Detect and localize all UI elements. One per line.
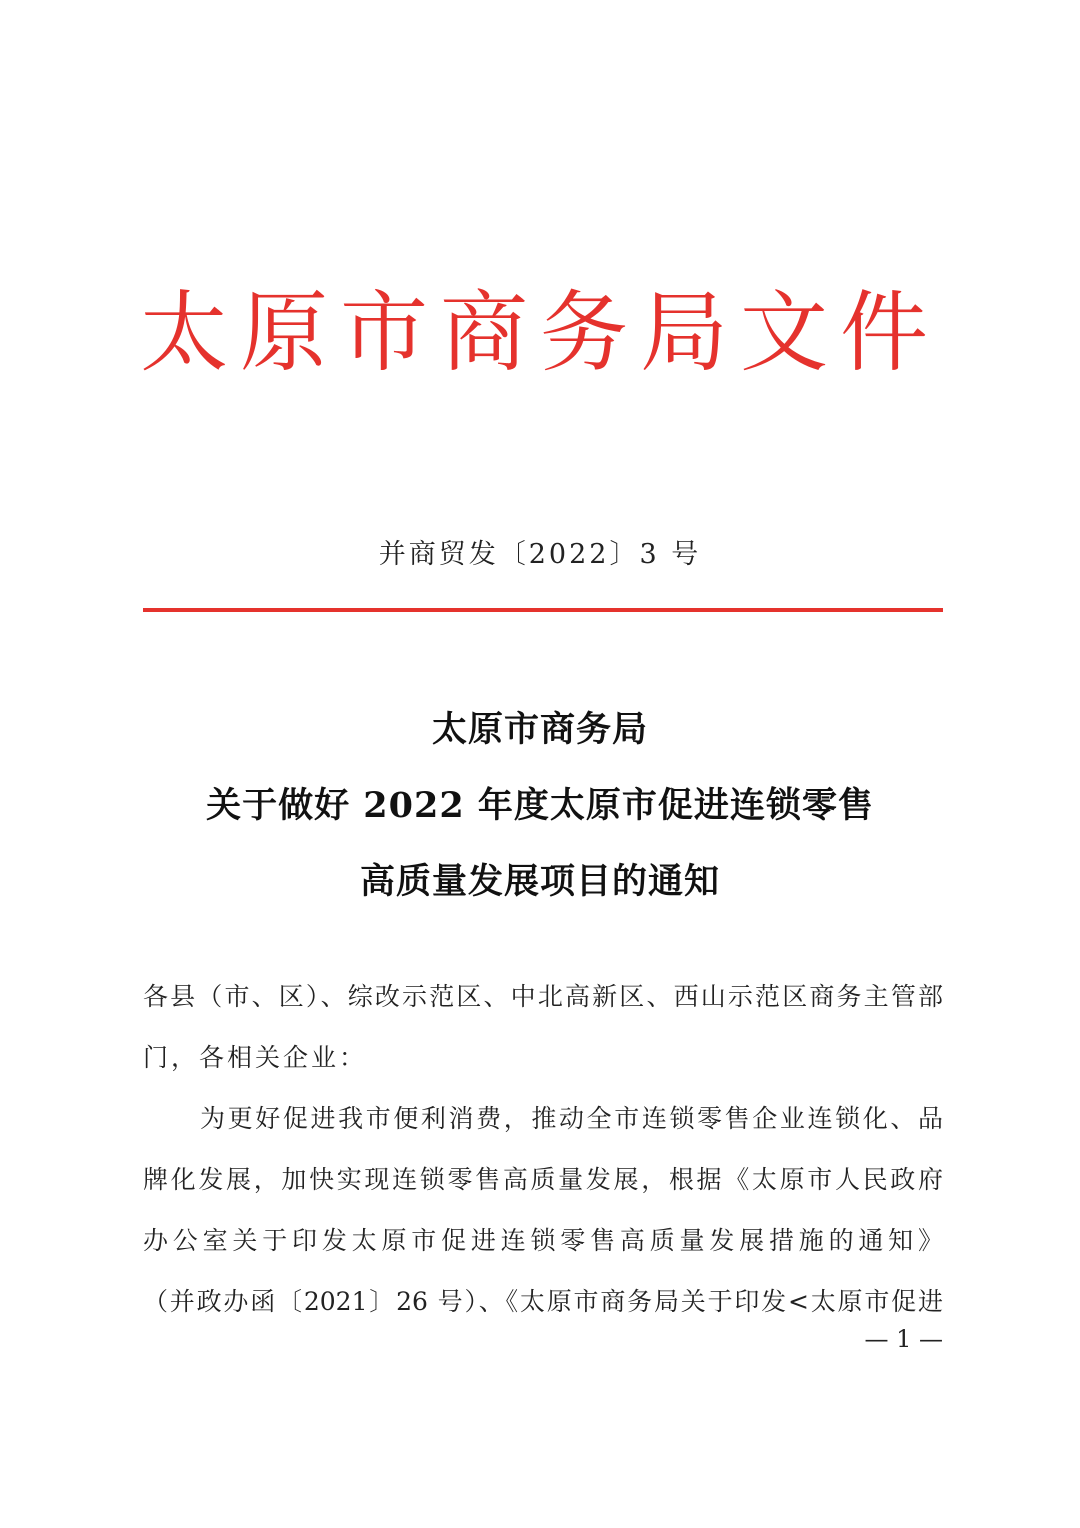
body-text-line: 各县（市、区）、综改示范区、中北高新区、西山示范区商务主管部 — [143, 982, 943, 1011]
notice-title-line-1: 太原市商务局 — [431, 709, 648, 750]
body-text-line: 为更好促进我市便利消费，推动全市连锁零售企业连锁化、品 — [200, 1104, 943, 1133]
page-number: — 1 — — [864, 1325, 943, 1353]
document-header-title: 太原市商务局文件 — [139, 281, 940, 384]
document-number: 并商贸发〔2022〕3 号 — [378, 539, 702, 570]
notice-title-line-2: 关于做好 2022 年度太原市促进连锁零售 — [206, 785, 874, 826]
red-divider-line — [143, 608, 943, 612]
body-text-line: （并政办函〔2021〕26 号）、《太原市商务局关于印发<太原市促进 — [143, 1287, 943, 1316]
body-text-line: 办公室关于印发太原市促进连锁零售高质量发展措施的通知》 — [143, 1226, 943, 1255]
body-text-line: 门，各相关企业： — [143, 1043, 368, 1072]
body-text-line: 牌化发展，加快实现连锁零售高质量发展，根据《太原市人民政府 — [143, 1165, 943, 1194]
notice-title-line-3: 高质量发展项目的通知 — [359, 861, 720, 902]
